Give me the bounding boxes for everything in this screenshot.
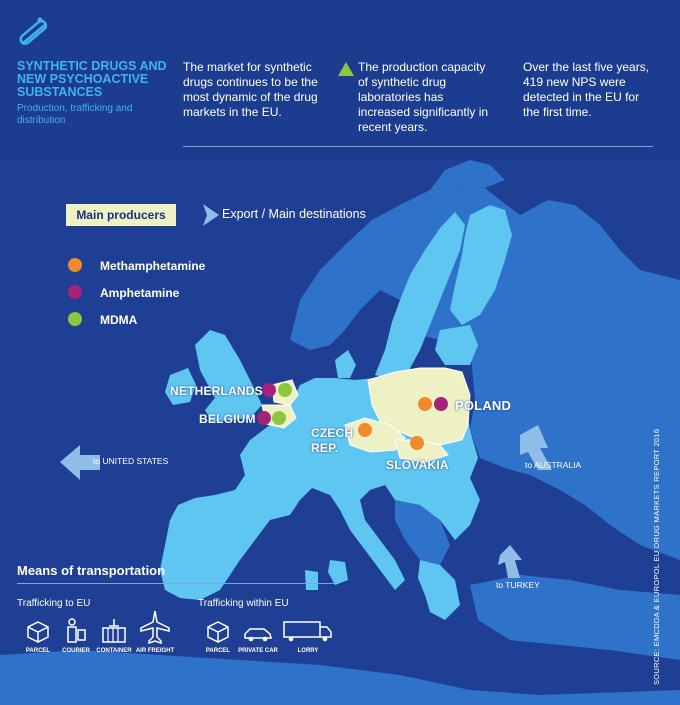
be-mdma-dot bbox=[272, 411, 286, 425]
page-subtitle: Production, trafficking and distribution bbox=[17, 103, 133, 126]
transport-title: Means of transportation bbox=[17, 563, 166, 578]
dest-us: to UNITED STATES bbox=[93, 456, 169, 466]
label-slovakia: SLOVAKIA bbox=[386, 458, 449, 472]
nl-mdma-dot bbox=[278, 383, 292, 397]
dest-turkey: to TURKEY bbox=[496, 580, 540, 590]
label-czech-2: REP. bbox=[311, 441, 339, 455]
pl-amphetamine-dot bbox=[434, 397, 448, 411]
triangle-icon bbox=[338, 62, 354, 76]
dest-australia: to AUSTRALIA bbox=[525, 460, 582, 470]
private-car-label: PRIVATE CAR bbox=[238, 648, 278, 654]
courier-icon bbox=[64, 618, 88, 644]
legend-dot-mdma bbox=[68, 312, 82, 326]
fact-capacity: The production capacity of synthetic drug laboratories has increased significantly in recent years. bbox=[358, 60, 489, 134]
sk-methamphetamine-dot bbox=[410, 436, 424, 450]
legend-label-amphetamine: Amphetamine bbox=[100, 286, 180, 300]
parcel-icon bbox=[26, 620, 50, 644]
courier-label: COURIER bbox=[62, 648, 90, 654]
page-title: SYNTHETIC DRUGS AND NEW PSYCHOACTIVE SUBSTANCES bbox=[17, 59, 167, 99]
transport-divider bbox=[17, 583, 335, 584]
cz-methamphetamine-dot bbox=[358, 423, 372, 437]
legend-dot-amphetamine bbox=[68, 285, 82, 299]
legend-label-methamphetamine: Methamphetamine bbox=[100, 259, 206, 273]
export-arrow-icon bbox=[203, 204, 219, 226]
trafficking-to-eu-label: Trafficking to EU bbox=[17, 598, 91, 609]
logo-icon bbox=[16, 14, 50, 48]
label-netherlands: NETHERLANDS bbox=[170, 384, 263, 398]
legend-label-mdma: MDMA bbox=[100, 313, 138, 327]
legend-dot-methamphetamine bbox=[68, 258, 82, 272]
car-icon bbox=[243, 626, 273, 642]
nl-amphetamine-dot bbox=[262, 383, 276, 397]
lorry-label: LORRY bbox=[297, 648, 319, 654]
pl-methamphetamine-dot bbox=[418, 397, 432, 411]
label-poland: POLAND bbox=[455, 398, 512, 413]
header-divider bbox=[183, 146, 653, 147]
arrow-turkey bbox=[498, 545, 522, 578]
lorry-icon bbox=[283, 620, 333, 642]
container-icon bbox=[101, 618, 127, 644]
fact-market: The market for synthetic drugs continues to be the most dynamic of the drug markets in the EU. bbox=[183, 60, 318, 119]
label-belgium: BELGIUM bbox=[199, 412, 256, 426]
source-text: SOURCE: EMCDDA & EUROPOL EU DRUG MARKETS REPORT 2016 bbox=[652, 428, 661, 685]
air-freight-label: AIR FREIGHT bbox=[135, 648, 175, 654]
be-amphetamine-dot bbox=[257, 411, 271, 425]
trafficking-within-eu-label: Trafficking within EU bbox=[198, 598, 289, 609]
parcel-label-eu: PARCEL bbox=[25, 648, 51, 654]
legend-export-label: Export / Main destinations bbox=[222, 207, 366, 221]
container-label: CONTAINER bbox=[96, 648, 132, 654]
label-czech-1: CZECH bbox=[311, 426, 354, 440]
fact-nps: Over the last five years, 419 new NPS were detected in the EU for the first time. bbox=[523, 60, 650, 119]
parcel-label-within: PARCEL bbox=[205, 648, 231, 654]
source-note bbox=[652, 430, 666, 685]
airplane-icon bbox=[140, 610, 170, 644]
parcel-icon-within bbox=[206, 620, 230, 644]
legend-main-producers: Main producers bbox=[66, 204, 176, 226]
